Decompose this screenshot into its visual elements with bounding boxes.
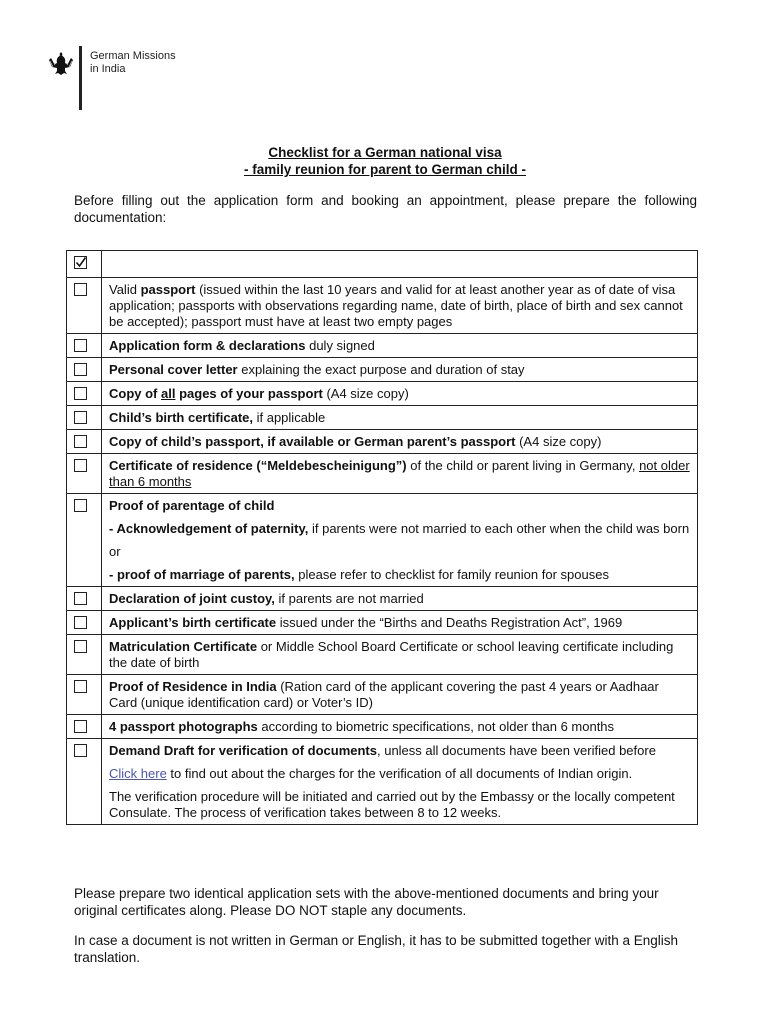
checkbox[interactable] bbox=[74, 592, 87, 605]
checklist-item-child-passport-copy: Copy of child’s passport, if available or German parent’s passport (A4 size copy) bbox=[102, 430, 698, 454]
header-check-cell bbox=[67, 251, 102, 278]
checklist-row bbox=[67, 278, 698, 334]
checkbox[interactable] bbox=[74, 411, 87, 424]
checklist-item-passport-photographs: 4 passport photographs according to biometric specifications, not older than 6 months bbox=[102, 715, 698, 739]
footer-instructions: Please prepare two identical application sets with the above-mentioned documents and bring your original certificates along. Please DO NOT staple any documents. bbox=[74, 886, 659, 918]
checklist-item-applicant-birth-certificate: Applicant’s birth certificate issued under the “Births and Deaths Registration Act”, 1969 bbox=[102, 611, 698, 635]
click-here-link[interactable]: Click here bbox=[109, 766, 167, 781]
checklist-item-application-form: Application form & declarations duly signed bbox=[102, 334, 698, 358]
checkbox[interactable] bbox=[74, 616, 87, 629]
checklist-row bbox=[67, 494, 698, 587]
federal-eagle-icon bbox=[48, 50, 74, 76]
checklist-row bbox=[67, 430, 698, 454]
header-label-cell bbox=[102, 251, 698, 278]
checkbox[interactable] bbox=[74, 283, 87, 296]
checklist-row bbox=[67, 454, 698, 494]
checkbox[interactable] bbox=[74, 640, 87, 653]
page-subtitle: - family reunion for parent to German child - bbox=[243, 162, 527, 177]
checklist-row bbox=[67, 358, 698, 382]
org-line-2: in India bbox=[90, 63, 126, 75]
checklist-row bbox=[67, 587, 698, 611]
checkbox[interactable] bbox=[74, 363, 87, 376]
page-title: Checklist for a German national visa bbox=[268, 145, 502, 160]
checklist-row bbox=[67, 382, 698, 406]
org-line-1: German Missions bbox=[90, 50, 176, 62]
checkbox[interactable] bbox=[74, 720, 87, 733]
checkbox[interactable] bbox=[74, 435, 87, 448]
checklist-item-certificate-of-residence: Certificate of residence (“Meldebescheinigung”) of the child or parent living in Germany, not older than 6 months bbox=[102, 454, 698, 494]
checklist-item-proof-of-residence-india: Proof of Residence in India (Ration card of the applicant covering the past 4 years or Aadhaar Card (unique identification card) or Voter’s ID) bbox=[102, 675, 698, 715]
checklist-row bbox=[67, 635, 698, 675]
checked-box-icon bbox=[74, 256, 87, 269]
checklist-table bbox=[66, 250, 698, 825]
checkbox[interactable] bbox=[74, 499, 87, 512]
checkbox[interactable] bbox=[74, 680, 87, 693]
checklist-item-proof-of-parentage: Proof of parentage of child - Acknowledgement of paternity, if parents were not married to each other when the child was born or - proof of marriage of parents, please refer to checklist for family reunion for spouses bbox=[102, 494, 698, 587]
organization-name bbox=[90, 50, 176, 76]
checklist-row bbox=[67, 739, 698, 825]
checklist-item-passport-copy: Copy of all pages of your passport (A4 size copy) bbox=[102, 382, 698, 406]
checklist-item-matriculation-certificate: Matriculation Certificate or Middle School Board Certificate or school leaving certificate including the date of birth bbox=[102, 635, 698, 675]
checkbox[interactable] bbox=[74, 339, 87, 352]
checkbox[interactable] bbox=[74, 459, 87, 472]
checklist-item-joint-custody: Declaration of joint custoy, if parents are not married bbox=[102, 587, 698, 611]
footer-translation-note: In case a document is not written in German or English, it has to be submitted together with a English translation. bbox=[74, 933, 679, 965]
checklist-item-cover-letter: Personal cover letter explaining the exact purpose and duration of stay bbox=[102, 358, 698, 382]
checklist-row bbox=[67, 675, 698, 715]
checklist-item-demand-draft: Demand Draft for verification of documents, unless all documents have been verified before Click here to find out about the charges for the verification of all documents of Indian origin. The verification procedure will be initiated and carried out by the Embassy or the locally competent Consulate. The process of verification takes between 8 to 12 weeks. bbox=[102, 739, 698, 825]
letterhead-divider bbox=[79, 46, 82, 110]
intro-text: Before filling out the application form and booking an appointment, please prepare the following documentation: bbox=[74, 193, 697, 225]
checkbox[interactable] bbox=[74, 387, 87, 400]
checklist-item-child-birth-certificate: Child’s birth certificate, if applicable bbox=[102, 406, 698, 430]
checklist-row bbox=[67, 611, 698, 635]
checklist-item-passport: Valid passport (issued within the last 10 years and valid for at least another year as of date of visa application; passports with observations regarding name, date of birth, place of birth and sex cannot be accepted); passport must have at least two empty pages bbox=[102, 278, 698, 334]
checklist-header-row bbox=[67, 251, 698, 278]
checkbox[interactable] bbox=[74, 744, 87, 757]
checklist-row bbox=[67, 334, 698, 358]
checklist-row bbox=[67, 406, 698, 430]
checklist-row bbox=[67, 715, 698, 739]
